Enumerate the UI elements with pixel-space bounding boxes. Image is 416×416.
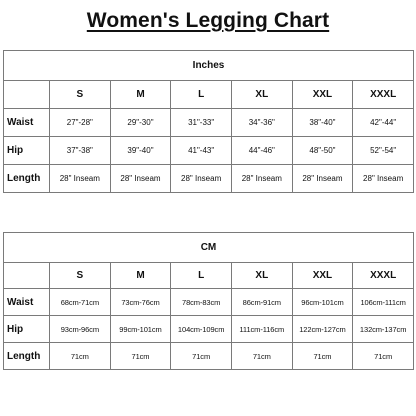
- measurement-cell: 48"-50": [292, 137, 353, 165]
- inches-size-table: [3, 50, 414, 193]
- row-label: Length: [4, 343, 50, 370]
- inches-row-length: [4, 165, 414, 193]
- inches-size-header: M: [110, 81, 171, 109]
- cm-unit-header: CM: [4, 233, 414, 263]
- measurement-cell: 34"-36": [231, 109, 292, 137]
- measurement-cell: 71cm: [110, 343, 171, 370]
- measurement-cell: 86cm-91cm: [231, 289, 292, 316]
- cm-size-header: L: [171, 263, 232, 289]
- measurement-cell: 28" Inseam: [110, 165, 171, 193]
- row-label: Hip: [4, 137, 50, 165]
- measurement-cell: 78cm-83cm: [171, 289, 232, 316]
- inches-corner-cell: [4, 81, 50, 109]
- measurement-cell: 71cm: [50, 343, 111, 370]
- measurement-cell: 122cm-127cm: [292, 316, 353, 343]
- measurement-cell: 73cm-76cm: [110, 289, 171, 316]
- cm-row-length: [4, 343, 414, 370]
- inches-size-header: XXL: [292, 81, 353, 109]
- measurement-cell: 28" Inseam: [50, 165, 111, 193]
- measurement-cell: 106cm-111cm: [353, 289, 414, 316]
- cm-size-header: S: [50, 263, 111, 289]
- measurement-cell: 93cm-96cm: [50, 316, 111, 343]
- measurement-cell: 132cm-137cm: [353, 316, 414, 343]
- measurement-cell: 42"-44": [353, 109, 414, 137]
- measurement-cell: 44"-46": [231, 137, 292, 165]
- measurement-cell: 68cm-71cm: [50, 289, 111, 316]
- chart-title: Women's Legging Chart: [86, 9, 330, 32]
- cm-size-header: XXXL: [353, 263, 414, 289]
- cm-size-header: XXL: [292, 263, 353, 289]
- cm-size-table: [3, 232, 414, 370]
- measurement-cell: 96cm-101cm: [292, 289, 353, 316]
- inches-size-header: S: [50, 81, 111, 109]
- measurement-cell: 31"-33": [171, 109, 232, 137]
- measurement-cell: 52"-54": [353, 137, 414, 165]
- inches-row-waist: [4, 109, 414, 137]
- row-label: Length: [4, 165, 50, 193]
- measurement-cell: 27"-28": [50, 109, 111, 137]
- inches-unit-header: Inches: [4, 51, 414, 81]
- measurement-cell: 28" Inseam: [231, 165, 292, 193]
- row-label: Waist: [4, 109, 50, 137]
- measurement-cell: 28" Inseam: [353, 165, 414, 193]
- measurement-cell: 38"-40": [292, 109, 353, 137]
- measurement-cell: 28" Inseam: [171, 165, 232, 193]
- cm-size-header: XL: [231, 263, 292, 289]
- measurement-cell: 99cm-101cm: [110, 316, 171, 343]
- measurement-cell: 28" Inseam: [292, 165, 353, 193]
- inches-size-header: XXXL: [353, 81, 414, 109]
- row-label: Hip: [4, 316, 50, 343]
- measurement-cell: 41"-43": [171, 137, 232, 165]
- measurement-cell: 111cm-116cm: [231, 316, 292, 343]
- inches-size-header: XL: [231, 81, 292, 109]
- measurement-cell: 37"-38": [50, 137, 111, 165]
- measurement-cell: 29"-30": [110, 109, 171, 137]
- inches-size-header: L: [171, 81, 232, 109]
- row-label: Waist: [4, 289, 50, 316]
- cm-size-header: M: [110, 263, 171, 289]
- measurement-cell: 71cm: [292, 343, 353, 370]
- cm-row-waist: [4, 289, 414, 316]
- measurement-cell: 71cm: [231, 343, 292, 370]
- cm-corner-cell: [4, 263, 50, 289]
- measurement-cell: 39"-40": [110, 137, 171, 165]
- inches-row-hip: [4, 137, 414, 165]
- measurement-cell: 71cm: [353, 343, 414, 370]
- measurement-cell: 104cm-109cm: [171, 316, 232, 343]
- measurement-cell: 71cm: [171, 343, 232, 370]
- cm-row-hip: [4, 316, 414, 343]
